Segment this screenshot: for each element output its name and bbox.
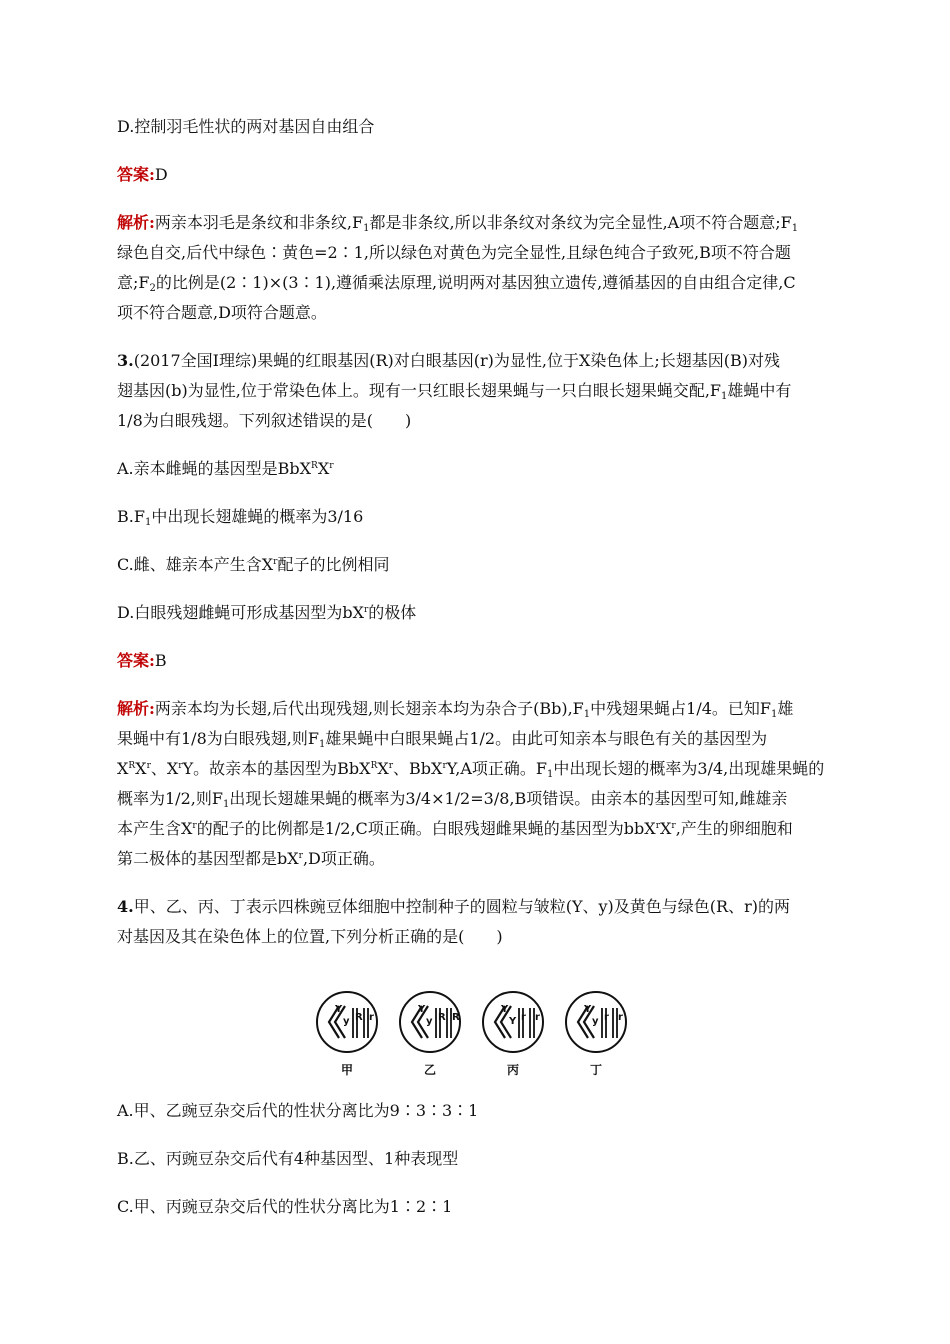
text: 雄蝇中有 [727,381,792,400]
subscript: 1 [318,739,326,750]
gene-label: Y [418,1004,426,1015]
gene-label: Y [509,1016,517,1027]
question-number: 4. [117,897,134,916]
gene-label: R [438,1012,446,1023]
q4-stem-line-1 [117,897,790,917]
gene-label: r [604,1012,609,1023]
superscript: r [363,605,369,615]
text: D.白眼残翅雌蝇可形成基因型为bX [117,603,364,622]
q3-analysis-line-6 [117,849,385,869]
text: 都是非条纹,所以非条纹对条纹为完全显性,A项不符合题意;F [369,213,792,232]
subscript: 1 [721,391,728,402]
superscript: r [192,821,197,831]
q3-analysis-line-5 [117,819,793,839]
q4-option-a: A.甲、乙豌豆杂交后代的性状分离比为9∶3∶3∶1 [117,1101,479,1120]
text: 的极体 [368,603,417,622]
answer-label: 答案: [117,651,155,670]
cell-chromosome-figure [312,990,642,1082]
subscript: 1 [583,709,591,720]
gene-label: y [426,1016,433,1027]
q3-analysis-line-2 [117,729,767,749]
q3-option-d [117,603,416,623]
text: 两亲本均为长翅,后代出现残翅,则长翅亲本均为杂合子(Bb),F [154,699,584,718]
text: 第二极体的基因型都是bX [117,849,299,868]
q2-analysis-line-1 [117,213,798,233]
cell-1 [317,992,377,1077]
cell-label: 丁 [589,1063,603,1077]
text: B.F [117,507,145,526]
superscript: R [128,761,136,771]
text: 雄 [777,699,794,718]
gene-label: r [618,1012,623,1023]
superscript: r [442,761,447,771]
superscript: r [298,851,303,861]
text: X [317,459,330,478]
cell-2 [400,992,460,1077]
q3-option-b [117,507,363,527]
text: 意;F [117,273,150,292]
superscript: r [273,557,278,567]
superscript: r [671,821,676,831]
text: 配子的比例相同 [277,555,390,574]
subscript: 1 [363,223,370,234]
gene-label: r [521,1012,526,1023]
text: X [117,759,129,778]
text: 中出现长翅的概率为3/4,出现雄果蝇的 [553,759,825,778]
q3-stem-line-3: 1/8为白眼残翅。下列叙述错误的是( ) [117,411,412,430]
cell-4 [566,992,626,1077]
text: X [660,819,672,838]
text: 雄果蝇中白眼果蝇占1/2。由此可知亲本与眼色有关的基因型为 [325,729,768,748]
text: 出现长翅雄果蝇的概率为3/4×1/2=3/8,B项错误。由亲本的基因型可知,雌雄亲 [229,789,788,808]
q4-option-b: B.乙、丙豌豆杂交后代有4种基因型、1种表现型 [117,1149,459,1168]
gene-label: y [592,1016,599,1027]
text: 翅基因(b)为显性,位于常染色体上。现有一只红眼长翅果蝇与一只白眼长翅果蝇交配,F [117,381,722,400]
gene-label: Y [335,1004,343,1015]
q2-answer [117,165,168,185]
gene-label: r [369,1012,374,1023]
q3-option-c [117,555,389,575]
subscript: 1 [791,223,799,234]
subscript: 1 [771,709,778,720]
q3-analysis-line-1 [117,699,793,719]
gene-label: R [355,1012,363,1023]
q2-analysis-line-2: 绿色自交,后代中绿色∶黄色=2∶1,所以绿色对黄色为完全显性,且绿色纯合子致死,B项不符合题 [117,243,791,262]
superscript: r [655,821,660,831]
text: Y,A项正确。F [446,759,548,778]
text: 的配子的比例都是1/2,C项正确。白眼残翅雌果蝇的基因型为bbX [196,819,656,838]
analysis-label: 解析: [117,699,155,718]
text: 概率为1/2,则F [117,789,223,808]
q3-analysis-line-3 [117,759,824,779]
cell-label: 乙 [423,1063,437,1077]
text: 两亲本羽毛是条纹和非条纹,F [154,213,364,232]
text: X [377,759,389,778]
superscript: r [329,461,334,471]
superscript: r [388,761,394,771]
q2-option-d: D.控制羽毛性状的两对基因自由组合 [117,117,375,136]
gene-label: y [343,1016,350,1027]
text: 的比例是(2∶1)×(3∶1),遵循乘法原理,说明两对基因独立遗传,遵循基因的自由组合定律,C [155,273,796,292]
answer-value: B [154,651,167,670]
cell-label: 丙 [506,1063,520,1077]
gene-label: R [452,1012,460,1023]
text: 、BbX [393,759,443,778]
text: ,D项正确。 [302,849,385,868]
text: 中出现长翅雄蝇的概率为3/16 [151,507,364,526]
superscript: r [178,761,183,771]
superscript: R [370,761,378,771]
q4-stem-line-2: 对基因及其在染色体上的位置,下列分析正确的是( ) [117,927,503,946]
q2-analysis-line-3 [117,273,796,293]
answer-value: D [154,165,168,184]
question-number: 3. [117,351,134,370]
text: (2017全国Ⅰ理综)果蝇的红眼基因(R)对白眼基因(r)为显性,位于X染色体上;长翅基因(B)对残 [133,351,781,370]
gene-label: r [535,1012,540,1023]
text: 甲、乙、丙、丁表示四株豌豆体细胞中控制种子的圆粒与皱粒(Y、y)及黄色与绿色(R、r)的两 [133,897,790,916]
text: Y。故亲本的基因型为BbX [182,759,371,778]
q3-stem-line-1 [117,351,780,371]
q3-answer [117,651,167,671]
q3-option-a [117,459,334,479]
q2-analysis-line-4: 项不符合题意,D项符合题意。 [117,303,327,322]
text: 中残翅果蝇占1/4。已知F [590,699,772,718]
cell-3 [483,992,543,1077]
q4-option-c: C.甲、丙豌豆杂交后代的性状分离比为1∶2∶1 [117,1197,453,1216]
text: 、X [150,759,179,778]
cell-label: 甲 [340,1063,354,1077]
text: C.雌、雄亲本产生含X [117,555,274,574]
q3-analysis-line-4 [117,789,787,809]
q3-stem-line-2 [117,381,791,401]
subscript: 1 [222,799,230,810]
subscript: 1 [144,517,152,528]
superscript: r [146,761,151,771]
gene-label: Y [501,1004,509,1015]
answer-label: 答案: [117,165,155,184]
subscript: 2 [149,283,156,294]
text: A.亲本雌蝇的基因型是BbX [117,459,312,478]
text: 果蝇中有1/8为白眼残翅,则F [117,729,319,748]
text: X [135,759,147,778]
analysis-label: 解析: [117,213,155,232]
text: 本产生含X [117,819,193,838]
gene-label: Y [584,1004,592,1015]
text: ,产生的卵细胞和 [675,819,793,838]
superscript: R [311,461,318,471]
subscript: 1 [547,769,554,780]
